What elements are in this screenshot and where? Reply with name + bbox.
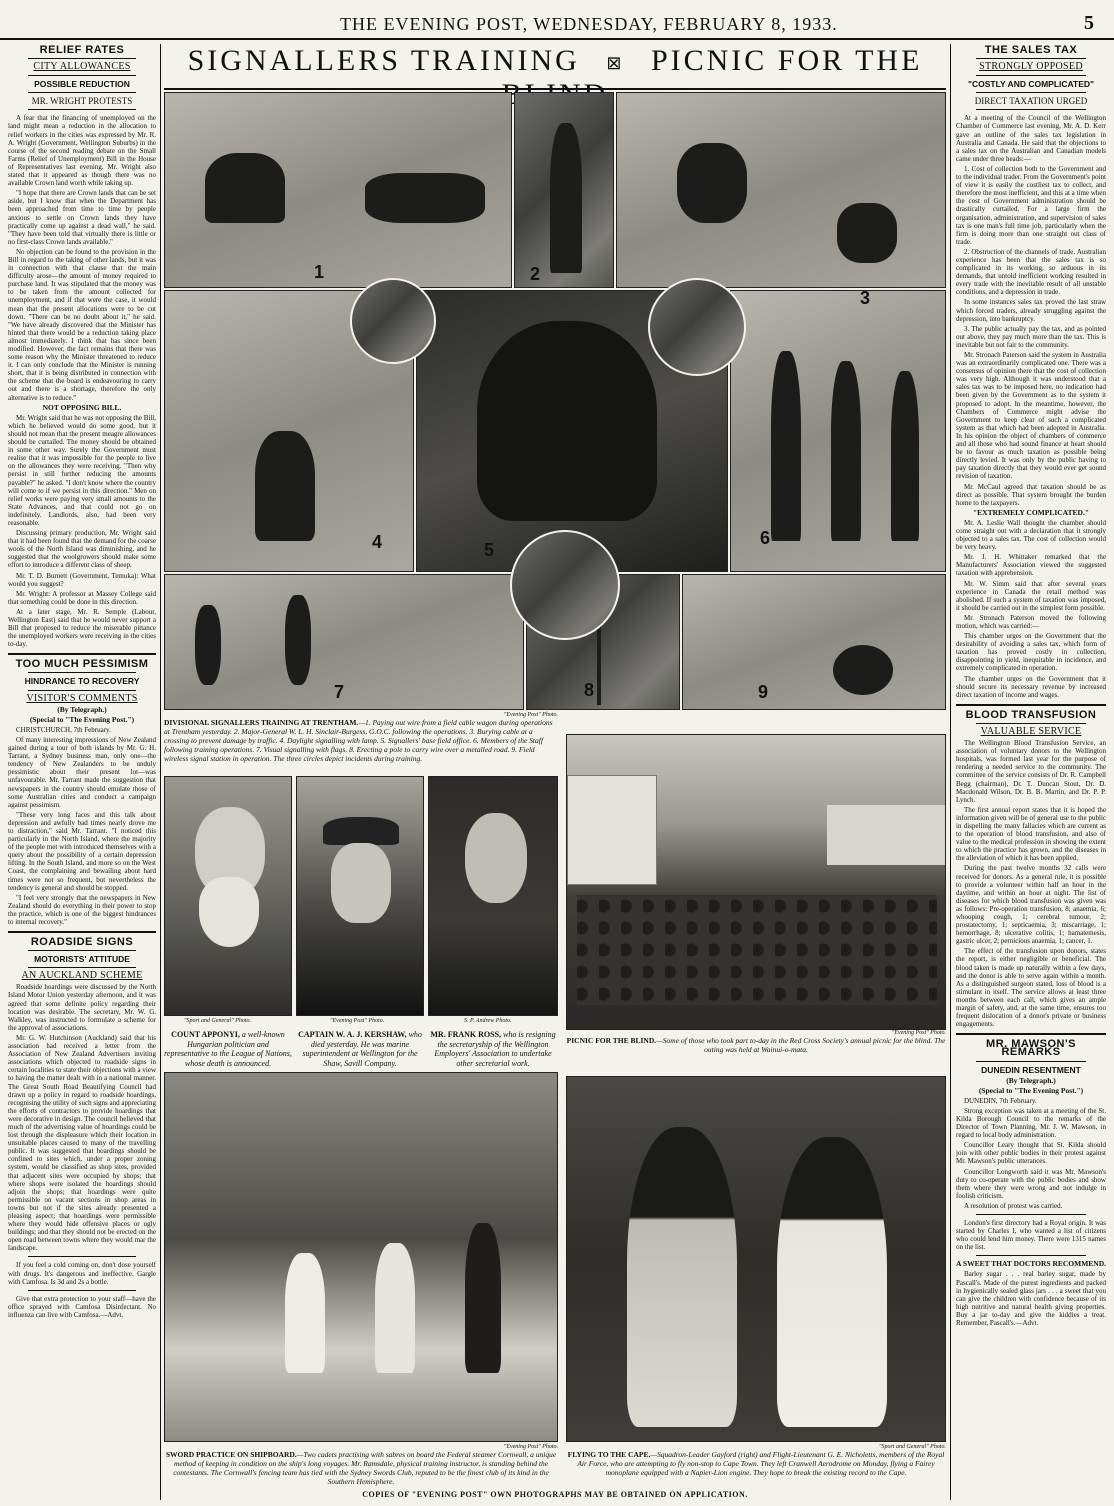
signallers-caption xyxy=(164,718,558,763)
article-paragraph: 1. Cost of collection both to the Government and to the individual trader. From the Government's point of view it is easily the costliest tax to collect, and therefore the most inefficient, and this at a time when the cost of Government administration should be drastically curtailed. For a large firm the organisation, administration, and supervision of sales tax is one man's full time job, particularly when the firm is doing more than one straight out class of trade. xyxy=(956,164,1106,246)
photo-2-general xyxy=(514,92,614,288)
article-paragraph: Councillor Longworth said it was Mr. Mawson's duty to co-operate with the public bodies and show them where they were wrong and not indulge in foolish criticism. xyxy=(956,1167,1106,1200)
article-paragraph: "These very long faces and this talk about depression and awfully bad times nearly drove me to distraction," said Mr. Tarrant. "I noticed this particularly in the North Island, where the majority of the people met with introduced themselves with a query about the possibility of a certain depression lifting. In the South Island, and more so on the West Coast, the complaining and bewailing about hard times were not so frequent, but nevertheless the tendency is general and should be stopped. xyxy=(8,810,156,892)
article-paragraph: "I feel very strongly that the newspapers in New Zealand should do everything in their power to stop the practice, which is one of the biggest hindrances to internal recovery." xyxy=(8,893,156,926)
article-paragraph: Roadside hoardings were discussed by the North Island Motor Union yesterday afternoon, and it was agreed that some definite policy regarding their location was desirable. The secretary, Mr. W. G. Walkley, was instructed to formulate a scheme for the approval of associations. xyxy=(8,983,156,1032)
article-paragraph: Of many interesting impressions of New Zealand gained during a tour of both islands by Mr. G. H. Tarrant, a Sydney business man, only one—the tendency of New Zealanders to be unduly pessimistic about their present lot—was unfavourable. Mr. Tarrant made the suggestion that newspapers in the country should emulate those of some Australian cities and conduct a campaign against pessimism. xyxy=(8,735,156,809)
caption-title: PICNIC FOR THE BLIND. xyxy=(566,1036,657,1045)
article-paragraph: Mr. G. W. Hutchinson (Auckland) said that his association had received a letter from the Association of New Zealand Advertisers inviting associations which objected to roadside signs in certain localities to state their objections with a view to having the matter dealt with in a national manner. The Great South Road Beautifying Council had drawn up a policy in regard to roadside hoardings, recognising the utility of such signs and appreciating the efforts of contractors to provide hoardings that were decorative in design. The council believed that much of the advertising value of hoardings could be lost through the displeasure which their location in unsuitable places caused to many of the travelling public. It was suggested that hoardings should be confined to sites which, under a proper zoning system, would be classified as shop sites, provided that adjacent sites were occupied by shops; that where shops were isolated the hoardings should adjoin the shops; that hoardings were quite permissible on vacant sections in shop areas in towns but not if the sites already presented a pleasing aspect; that hoardings were permissible where they would hide offensive places or ugly buildings; and that they should not be erected on the open road between towns where they would mar the landscape. xyxy=(8,1033,156,1253)
article-paragraph: In some instances sales tax proved the last straw which forced traders, already struggling against the depression, into bankruptcy. xyxy=(956,298,1106,323)
picnic-caption xyxy=(566,1036,946,1054)
photo-9-wireless-station xyxy=(682,574,946,710)
byline: (By Telegraph.) xyxy=(1006,1075,1056,1085)
article-paragraph: Mr. T. D. Burnett (Government, Temuka): What would you suggest? xyxy=(8,571,156,588)
column-rule xyxy=(950,44,951,1500)
headline-mawsons-remarks: MR. MAWSON'S REMARKS xyxy=(986,1038,1076,1059)
byline: (By Telegraph.) xyxy=(57,704,107,714)
photo-credit: "Evening Post" Photo. xyxy=(330,1018,385,1024)
photo-number: 1 xyxy=(314,262,325,282)
caption-text: —Squadron-Leader Gayford (right) and Flight-Lieutenant G. E. Nicholetts, members of the Royal Air Force, who are attempting to fly non-stop to Cape Town. They left Cranwell Aerodrome on Monday, flying a Fairey monoplane equipped with a Napier-Lion engine. They hope to break the existing record to the Cape. xyxy=(577,1450,945,1477)
portrait-text: a well-known Hungarian politician and representative to the League of Nations, whose death is announced. xyxy=(164,1030,292,1068)
article-paragraph: At a meeting of the Council of the Wellington Chamber of Commerce last evening, Mr. A. D. Kerr gave an outline of the sales tax legislation in Australia and Canada. He said that the objections to a sales tax on the Australian and Canadian models came under three heads:— xyxy=(956,114,1106,163)
photo-credit: "Evening Post" Photo. xyxy=(503,712,558,718)
circle-inset-signaller xyxy=(350,278,436,364)
photo-number: 3 xyxy=(860,288,871,308)
page-number: 5 xyxy=(1084,12,1094,34)
subhead-motorists: MOTORISTS' ATTITUDE xyxy=(34,954,130,965)
photo-credit: "Sport and General" Photo. xyxy=(184,1018,252,1024)
subhead-city-allowances: CITY ALLOWANCES xyxy=(33,61,131,73)
article-paragraph: During the past twelve months 32 calls were received for donors. As a general rule, it is possible to provide a volunteer within half an hour in the daytime, and within an hour at night. The list of diseases for which blood transfusion was given was as follows: Pre-operation transfusion, 8; anaemia, 6; whooping cough, 1; cerebral tumour, 2; prostatectomy, 1; septicaemia, 3; miscarriage, 1; hemorrhage, 8; ulcerative colitis, 1; hamatemesis, gastric ulcer, 2; pernicious anaemia, 1; cancer, 1. xyxy=(956,864,1106,946)
headline-roadside-signs: ROADSIDE SIGNS xyxy=(30,936,134,949)
portrait-name: MR. FRANK ROSS, xyxy=(430,1030,502,1039)
circle-inset-operator xyxy=(510,530,620,640)
crosshead: NOT OPPOSING BILL. xyxy=(42,402,122,412)
subhead-auckland-scheme: AN AUCKLAND SCHEME xyxy=(21,970,143,982)
banner-rule xyxy=(164,88,946,90)
advert-heading: A SWEET THAT DOCTORS RECOMMEND. xyxy=(956,1259,1106,1269)
masthead-title: THE EVENING POST, WEDNESDAY, FEBRUARY 8, 1933. xyxy=(340,14,838,34)
caption-text: —Some of those who took part to-day in the Red Cross Society's annual picnic for the blind. The outing was held at Wainui-o-mata. xyxy=(656,1036,946,1054)
article-paragraph: Mr. Stronach Paterson said the system in Australia was an extraordinarily complicated one. There was a consensus of opinion there that the cost of collection was very high. Although it was understood that a sales tax was to be imposed here, no indication had been given by the Government as to the system it proposed to adopt. In the meantime, however, the Chambers of Commerce might advise the Government to keep clear of such a complicated system as that which had been adopted in Australia. In his opinion the object of chambers of commerce and all those who had sound finance at heart should be to favour as much taxation as possible being directly levied. It was only by the public having to pay taxation directly that they would ever get sound revision of taxation. xyxy=(956,351,1106,481)
photo-credit: "Evening Post" Photo. xyxy=(503,1444,558,1450)
photo-sword-practice xyxy=(164,1072,558,1442)
article-paragraph: Mr. Wright: A professor at Massey College said that something could be done in this direction. xyxy=(8,589,156,606)
article-paragraph: Strong exception was taken at a meeting of the St. Kilda Borough Council to the remarks of the Director of Town Planning, Mr. J. W. Mawson, in regard to local body administration. xyxy=(956,1106,1106,1140)
article-paragraph: Mr. Stronach Paterson moved the following motion, which was carried:— xyxy=(956,613,1106,630)
sword-caption-block xyxy=(164,1444,558,1488)
portrait-frank-ross xyxy=(428,776,558,1016)
portrait-text: who died yesterday. He was marine superintendent at Wellington for the Shaw, Savill Company. xyxy=(302,1030,422,1068)
signallers-caption-block xyxy=(164,712,558,772)
left-column xyxy=(8,44,156,1500)
subhead-mr-wright: MR. WRIGHT PROTESTS xyxy=(31,96,133,107)
picnic-caption-block xyxy=(566,1030,946,1070)
article-paragraph: Mr. A. Leslie Wall thought the chamber should come straight out with a declaration that it strongly objected to a sales tax. The cost of collection would be very heavy. xyxy=(956,518,1106,552)
subhead-direct-taxation: DIRECT TAXATION URGED xyxy=(974,96,1088,107)
article-paragraph: Mr. McCaul agreed that taxation should be as direct as possible. That system brought the burden home to the taxpayers. xyxy=(956,482,1106,507)
photo-number: 5 xyxy=(484,540,495,560)
caption-title: DIVISIONAL SIGNALLERS TRAINING AT TRENTHAM. xyxy=(164,718,359,727)
article-paragraph: 2. Obstruction of the channels of trade. Australian experience has been that the sales tax is so complicated in its working, so arduous in its demands, that untold inefficient working resulted in every trade with the inevitable result of all unstable conditions, and a depression in trade. xyxy=(956,247,1106,297)
circle-inset-horseman xyxy=(648,278,746,376)
caption-captain-kershaw xyxy=(296,1030,424,1068)
article-paragraph: This chamber urges on the Government that the desirability of avoiding a sales tax, which form of taxation has proved costly in collection, disappointing in yield, inequitable in incidence, and extremely complicated in operation. xyxy=(956,632,1106,673)
sword-caption xyxy=(164,1450,558,1486)
article-paragraph: London's first directory had a Royal origin. It was started by Charles I, who wanted a list of citizens who could lend him money. There were 1315 names on the list. xyxy=(956,1219,1106,1252)
portrait-count-apponyi xyxy=(164,776,292,1016)
banner-left: SIGNALLERS TRAINING xyxy=(187,44,580,77)
article-paragraph: The Wellington Blood Transfusion Service, an association of voluntary donors to the Wellington hospitals, was formed last year for the purpose of rendering a needed service to the community. The committee of the service consists of Dr. R. Campbell Begg (chairman), Dr. T. Duncan Stout, Dr. D. Macdonald Wilson, Dr. B. B. Martin, and Dr. P. P. Lynch. xyxy=(956,739,1106,804)
right-column xyxy=(956,44,1106,1500)
article-paragraph: The effect of the transfusion upon donors, states the report, is either negligible or beneficial. The blood taken is made up naturally within a few days, and the donor is able to serve again within a month. As a distinguished surgeon stated, loss of blood is a stimulant in itself. The service allows at least three months between each call, which gives an ample margin of safety, and, at the same time, ensures too frequent dislocation of a donor's private or business engagements. xyxy=(956,947,1106,1029)
article-paragraph: The first annual report states that it is hoped the information given will be of general use to the public in dispelling the many fallacies which are current as to the operation of blood transfusion, and also of value to the medical profession in showing the extent to which the practice has grown, and the diseases in the alleviation of which it has been applied. xyxy=(956,805,1106,863)
photo-number: 9 xyxy=(758,682,769,702)
caption-title: FLYING TO THE CAPE. xyxy=(567,1450,651,1459)
caption-text: —Two cadets practising with sabres on board the Federal steamer Cornwall, a unique method of keeping in condition on the ship's long voyages. Mr. Ramsdale, physical training instructor, is standing behind the contestants. The Cornwall's fencing team has tied with the Sydney Swords Club, reputed to be the finest club of its kind in the Southern Hemisphere. xyxy=(173,1450,557,1486)
caption-frank-ross xyxy=(428,1030,558,1068)
subhead-dunedin: DUNEDIN RESENTMENT xyxy=(981,1064,1081,1075)
portrait-text: who is resigning the secretaryship of the Wellington Employers' Association to undertake other secretarial work. xyxy=(434,1030,556,1068)
article-paragraph: No objection can be found to the provision in the Bill in regard to the taking of other lands, but it was in connection with that clause that the main difficulty arose—the amount of money required to purchase land. It was stipulated that the money was to be taken from the amount collected for unemployment, and if that were the case, it would mean that the present allocations were to be cut down. "There can be no doubt about it," he said. "We have already discovered that the Minister has hinted that there would be a reduction taking place almost immediately. I think that has since been modified. However, the fact remains that there was some reason why the Minister threatened to reduce it. I can only conclude that the Minister is running short, that it is being distributed in connection with the scheme that the board is endeavouring to carry out and there is a shortage, therefore the only alternative is to reduce." xyxy=(8,247,156,402)
byline: (Special to "The Evening Post.") xyxy=(978,1085,1084,1095)
article-paragraph: A fear that the financing of unemployed on the land might mean a reduction in the allocation to relief workers in the cities was expressed by Mr. R. A. Wright (Government, Wellington Suburbs) in the course of the second reading debate on the Small Farms (Relief of Unemployment) Bill in the House of Representatives last evening. Mr. Wright also stated that it appeared as though there was no available Crown land worth while taking up. xyxy=(8,114,156,188)
photo-picnic-for-blind xyxy=(566,734,946,1030)
article-paragraph: A resolution of protest was carried. xyxy=(964,1201,1063,1210)
banner-separator-icon: ⊠ xyxy=(606,52,625,73)
subhead-hindrance: HINDRANCE TO RECOVERY xyxy=(24,676,140,687)
crosshead: "EXTREMELY COMPLICATED." xyxy=(973,507,1089,517)
advertisement: Barley sugar . . . real barley sugar, made by Pascall's. Made of the purest ingredients and packed in hygienically sealed glass jars . . . a sweet that you can give the children with confidence because of its high nutritive and natural health giving properties. Buy a jar to-day and give the kiddies a treat. Remember, Pascall's.—Advt. xyxy=(956,1270,1106,1328)
footer-copies-notice: COPIES OF "EVENING POST" OWN PHOTOGRAPHS MAY BE OBTAINED ON APPLICATION. xyxy=(362,1490,748,1499)
subhead-visitors-comments: VISITOR'S COMMENTS xyxy=(26,692,138,704)
article-paragraph: At a later stage, Mr. R. Semple (Labour, Wellington East) said that he would never support a Bill that proposed to reduce the miserable pittance the unemployed workers were receiving in the cities to-day. xyxy=(8,607,156,649)
photo-3-burying-cable xyxy=(616,92,946,288)
dateline: DUNEDIN, 7th February. xyxy=(964,1096,1037,1105)
caption-text: —1. Paying out wire from a field cable wagon during operations at Trentham yesterday. 2. Major-General W. L. H. Sinclair-Burgess, G.O.C. following the operations. 3. Burying cable at a crossing to prevent damage by traffic. 4. Daylight signalling with lamp. 5. Signallers' base field office. 6. Members of the Staff following training operations. 7. Visual signalling with flags. 8. Erecting a pole to carry wire over a metalled road. 9. Field wireless signal station in operation. The three circles depict incidents during training. xyxy=(164,718,553,763)
subhead-strongly-opposed: STRONGLY OPPOSED xyxy=(979,61,1083,73)
article-paragraph: Mr. W. Simm said that after several years experience in Canada the retail method was abolished. If such a system of taxation was imposed, it should be carried out in the simplest form possible. xyxy=(956,579,1106,612)
flying-caption-block xyxy=(566,1444,946,1488)
photo-credit: S. P. Andrew Photo. xyxy=(464,1018,512,1024)
article-paragraph: Mr. J. H. Whittaker remarked that the Manufacturers' Association viewed the suggested taxation with apprehension. xyxy=(956,553,1106,578)
caption-count-apponyi xyxy=(164,1030,292,1068)
signallers-collage xyxy=(164,92,946,710)
headline-relief-rates: RELIEF RATES xyxy=(39,44,125,56)
photo-page-banner xyxy=(164,44,946,86)
advertisement: If you feel a cold coming on, don't dose yourself with drugs. It's dangerous and ineffective. Gargle with Camfosa. Is 3d and 2s a bottle. xyxy=(8,1261,156,1286)
photo-credit: "Sport and General" Photo. xyxy=(878,1444,946,1450)
article-paragraph: Discussing primary production, Mr. Wright said that it had been found that the demand for the coarse wools of the North Island was diminishing, and he suggested that the woolgrowers should make some effort to introduce a different class of sheep. xyxy=(8,529,156,570)
byline: (Special to "The Evening Post.") xyxy=(29,714,135,724)
headline-too-much-pessimism: TOO MUCH PESSIMISM xyxy=(15,658,149,671)
advertisement: Give that extra protection to your staff—have the office sprayed with Camfosa Disinfectant. No influenza can live with Camfosa.—Advt. xyxy=(8,1294,156,1319)
headline-sales-tax: THE SALES TAX xyxy=(984,44,1078,56)
article-paragraph: "I hope that there are Crown lands that can be set aside, but I know that when the Department has been approached from time to time by people anxious to settle on Crown lands they have practically come up against a dead wall," he said. "They have been told that virtually there is little or no first-class Crown lands available." xyxy=(8,189,156,246)
article-paragraph: 3. The public actually pay the tax, and as pointed out above, they pay much more than the tax. This is inevitable but not fair to the community. xyxy=(956,324,1106,349)
subhead-possible-reduction: POSSIBLE REDUCTION xyxy=(34,79,130,90)
subhead-valuable-service: VALUABLE SERVICE xyxy=(980,725,1082,737)
portrait-credits xyxy=(164,1018,558,1028)
portrait-name: CAPTAIN W. A. J. KERSHAW, xyxy=(298,1030,407,1039)
flying-caption xyxy=(566,1450,946,1477)
portrait-captain-kershaw xyxy=(296,776,424,1016)
photo-number: 8 xyxy=(584,680,595,700)
photo-number: 2 xyxy=(530,264,541,284)
subhead-costly: "COSTLY AND COMPLICATED" xyxy=(967,79,1095,90)
photo-number: 7 xyxy=(334,682,345,702)
portrait-name: COUNT APPONYI, xyxy=(171,1030,240,1039)
masthead xyxy=(0,0,1114,40)
article-paragraph: Mr. Wright said that he was not opposing the Bill, which he believed would do some good, but it should not mean that the present meagre allowances should be curtailed. The money should be obtained in some other way. Surely the Government must realise that it was impossible for the people to live on the allowances they were receiving. "Then why persist in still further reducing the amounts payable?" he asked. "I don't know where the country will come to if we persist in this direction." Men on relief works were paying very small amounts to the State Advances, and that could not go on indefinitely. Landlords, also, had been very reasonable. xyxy=(8,413,156,527)
photo-flying-to-cape xyxy=(566,1076,946,1442)
article-paragraph: The chamber urges on the Government that it should secure its necessary revenue by increased direct taxation of income and wages. xyxy=(956,674,1106,699)
caption-title: SWORD PRACTICE ON SHIPBOARD. xyxy=(165,1450,297,1459)
article-paragraph: Councillor Leary thought that St. Kilda should join with other public bodies in their protest against Mr. Mawson's public utterances. xyxy=(956,1141,1106,1166)
banner-right: PICNIC FOR THE xyxy=(650,44,923,77)
headline-blood-transfusion: BLOOD TRANSFUSION xyxy=(965,708,1097,721)
photo-1-cable-wagon xyxy=(164,92,512,288)
dateline: CHRISTCHURCH, 7th February. xyxy=(16,725,111,734)
column-rule xyxy=(160,44,161,1500)
photo-number: 6 xyxy=(760,528,771,548)
photo-credit: "Evening Post" Photo. xyxy=(891,1030,946,1036)
photo-number: 4 xyxy=(372,532,383,552)
